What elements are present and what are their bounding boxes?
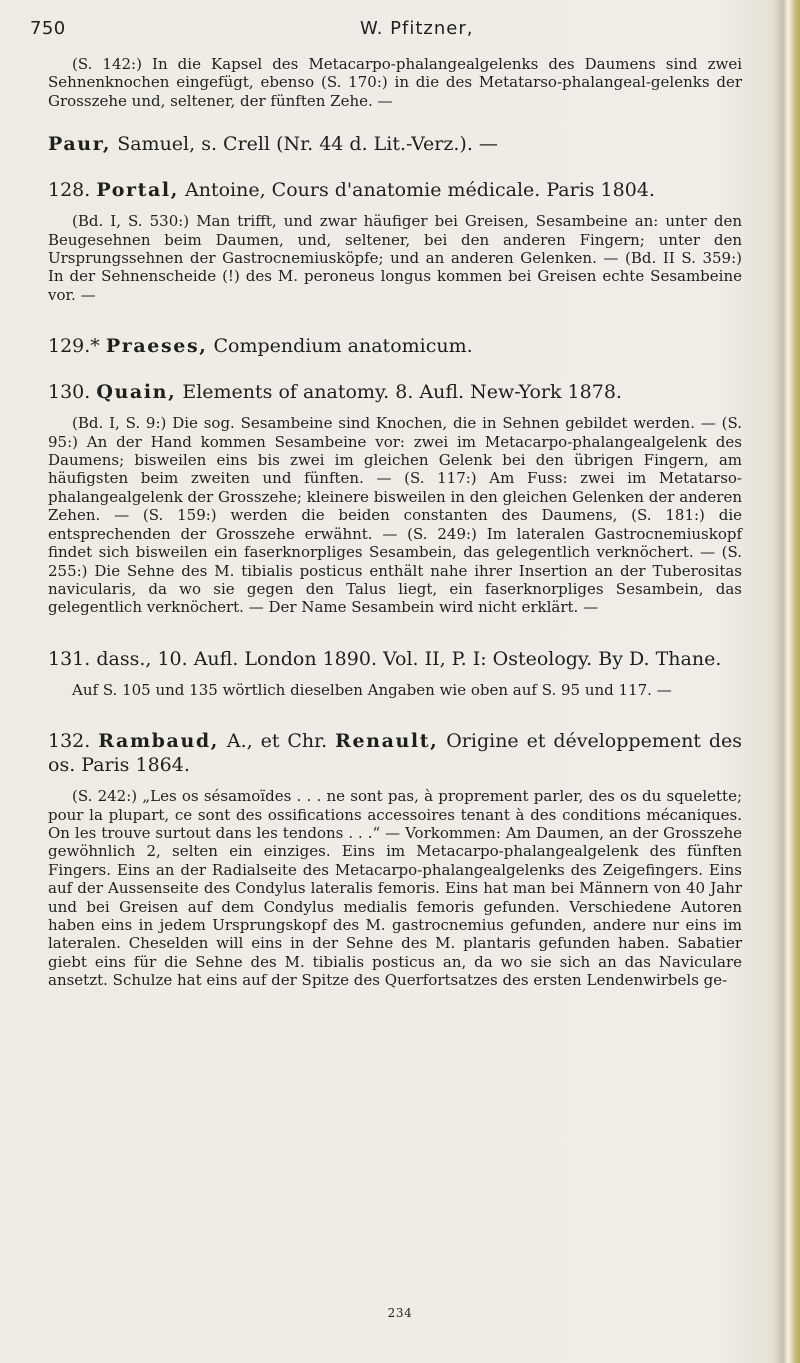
author-name: Paur, (48, 133, 112, 156)
entry-paur (48, 132, 742, 156)
entry-130-text: (Bd. I, S. 9:) Die sog. Sesambeine sind Knochen, die in Sehnen gebildet werden. — (S. 95:) An der Hand kommen Sesambeine vor: zwei im Metacarpo-phalangealgelenk des Daumens; bisweilen eins bis zwei im gleichen Gelenk bei den übrigen Fingern, am häufigsten beim zweiten und fünften. — (S. 117:) Am Fuss: zwei im Metatarso-phalangealgelenk der Grosszehe; kleinere bisweilen in den gleichen Gelenken der anderen Zehen. — (S. 159:) werden die beiden constanten des Daumens, (S. 181:) die entsprechenden der Grosszehe erwähnt. — (S. 249:) Im lateralen Gastrocnemiuskopf findet sich bisweilen ein faserknorpliges Sesambein, das gelegentlich verknöchert. — (S. 255:) Die Sehne des M. tibialis posticus enthält nahe ihrer Insertion an der Tuberositas navicularis, da wo sie gegen den Talus liegt, ein faserknorpliges Sesambein, das gelegentlich verknöchert. — Der Name Sesambein wird nicht erklärt. — (48, 414, 742, 617)
entry-131-text: Auf S. 105 und 135 wörtlich dieselben Angaben wie oben auf S. 95 und 117. — (72, 680, 672, 699)
entry-128-title (48, 178, 742, 202)
entry-reference: Origine et développement des os. Paris 1864. (48, 730, 743, 777)
entry-128-text: (Bd. I, S. 530:) Man trifft, und zwar häufiger bei Greisen, Sesambeine an: unter den Beugesehnen beim Daumen, und, seltener, bei den anderen Fingern; unter den Ursprungssehnen der Gastrocnemiusköpfe; und an anderen Gelenken. — (Bd. II S. 359:) In der Sehnenscheide (!) des M. peroneus longus kommen bei Greisen echte Sesambeine vor. — (48, 212, 742, 304)
page-footer-number: 234 (387, 1306, 413, 1320)
entry-number: 129.* (48, 335, 100, 358)
entry-reference: Compendium anatomicum. (213, 335, 473, 358)
author-connector: A., et Chr. (226, 730, 328, 753)
entry-129-title (48, 334, 742, 358)
author-name: Praeses, (105, 335, 208, 358)
page-header (30, 18, 730, 44)
author-name-2: Renault, (335, 730, 439, 753)
running-title: W. Pfitzner, (360, 18, 474, 39)
author-name: Rambaud, (98, 730, 219, 753)
author-name: Quain, (96, 381, 177, 404)
entry-130-title (48, 380, 742, 404)
page-number: 750 (30, 18, 66, 39)
entry-reference: Samuel, s. Crell (Nr. 44 d. Lit.-Verz.). — (117, 133, 498, 156)
document-body (48, 55, 742, 990)
book-edge (774, 0, 800, 1363)
author-name: Portal, (96, 179, 179, 202)
entry-132-title (48, 729, 742, 777)
entry-131-title: 131. dass., 10. Aufl. London 1890. Vol. II, P. I: Osteology. By D. Thane. (48, 647, 722, 670)
entry-reference: Antoine, Cours d'anatomie médicale. Paris 1804. (185, 179, 655, 202)
intro-paragraph: (S. 142:) In die Kapsel des Metacarpo-phalangealgelenks des Daumens sind zwei Sehnenknochen eingefügt, ebenso (S. 170:) in die des Metatarso-phalangeal-gelenks der Grosszehe und, seltener, der fünften Zehe. — (48, 55, 742, 110)
entry-reference: Elements of anatomy. 8. Aufl. New-York 1878. (182, 381, 622, 404)
entry-132-text: (S. 242:) „Les os sésamoïdes . . . ne sont pas, à proprement parler, des os du squelette; pour la plupart, ce sont des ossifications accessoires tenant à des conditions mécaniques. On les trouve surtout dans les tendons . . .“ — Vorkommen: Am Daumen, an der Grosszehe gewöhnlich 2, selten ein einziges. Eins im Metacarpo-phalangealgelenk des fünften Fingers. Eins an der Radialseite des Metacarpo-phalangealgelenks des Zeigefingers. Eins auf der Aussenseite des Condylus lateralis femoris. Eins hat man bei Männern von 40 Jahr und bei Greisen auf dem Condylus medialis femoris gefunden. Verschiedene Autoren haben eins in jedem Ursprungskopf des M. gastrocnemius gefunden, andere nur eins im lateralen. Cheselden will eins in der Sehne des M. plantaris gefunden haben. Sabatier giebt eins für die Sehne des M. tibialis posticus an, da wo sie sich an das Naviculare ansetzt. Schulze hat eins auf der Spitze des Querfortsatzes des ersten Lendenwirbels ge- (48, 787, 742, 990)
entry-number: 128. (48, 179, 91, 202)
entry-number: 132. (48, 730, 91, 753)
entry-number: 130. (48, 381, 91, 404)
